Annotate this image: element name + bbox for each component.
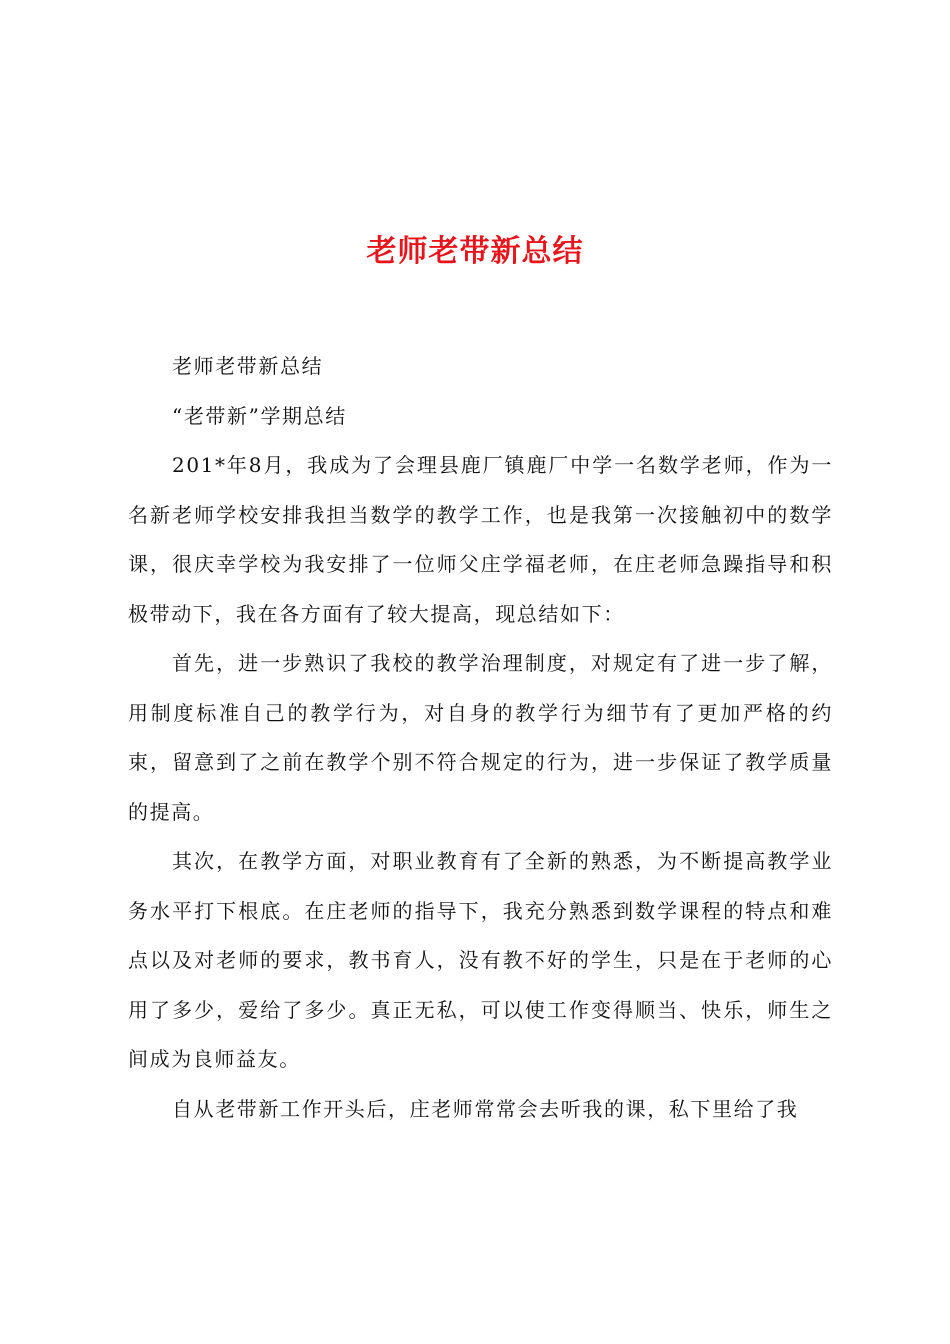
document-title: 老师老带新总结 bbox=[366, 234, 584, 270]
document-body bbox=[128, 342, 833, 1134]
paragraph-third: 自从老带新工作开头后，庄老师常常会去听我的课，私下里给了我 bbox=[172, 1096, 799, 1121]
paragraph-first: 首先，进一步熟识了我校的教学治理制度，对规定有了进一步了解，用制度标准自己的教学行为，对自身的教学行为细节有了更加严格的约束，留意到了之前在教学个别不符合规定的行为，进一步保证了教学质量的提高。 bbox=[128, 651, 833, 824]
paragraph-heading: 老师老带新总结 bbox=[172, 354, 324, 378]
paragraph-subheading: “老带新”学期总结 bbox=[172, 403, 347, 428]
paragraph-intro: 201*年8月，我成为了会理县鹿厂镇鹿厂中学一名数学老师，作为一名新老师学校安排我担当数学的教学工作，也是我第一次接触初中的数学课，很庆幸学校为我安排了一位师父庄学福老师，在庄老师急躁指导和积极带动下，我在各方面有了较大提高，现总结如下： bbox=[128, 453, 833, 626]
paragraph-second: 其次，在教学方面，对职业教育有了全新的熟悉，为不断提高教学业务水平打下根底。在庄老师的指导下，我充分熟悉到数学课程的特点和难点以及对老师的要求，教书育人，没有教不好的学生，只是在于老师的心用了多少，爱给了多少。真正无私，可以使工作变得顺当、快乐，师生之间成为良师益友。 bbox=[128, 849, 833, 1071]
